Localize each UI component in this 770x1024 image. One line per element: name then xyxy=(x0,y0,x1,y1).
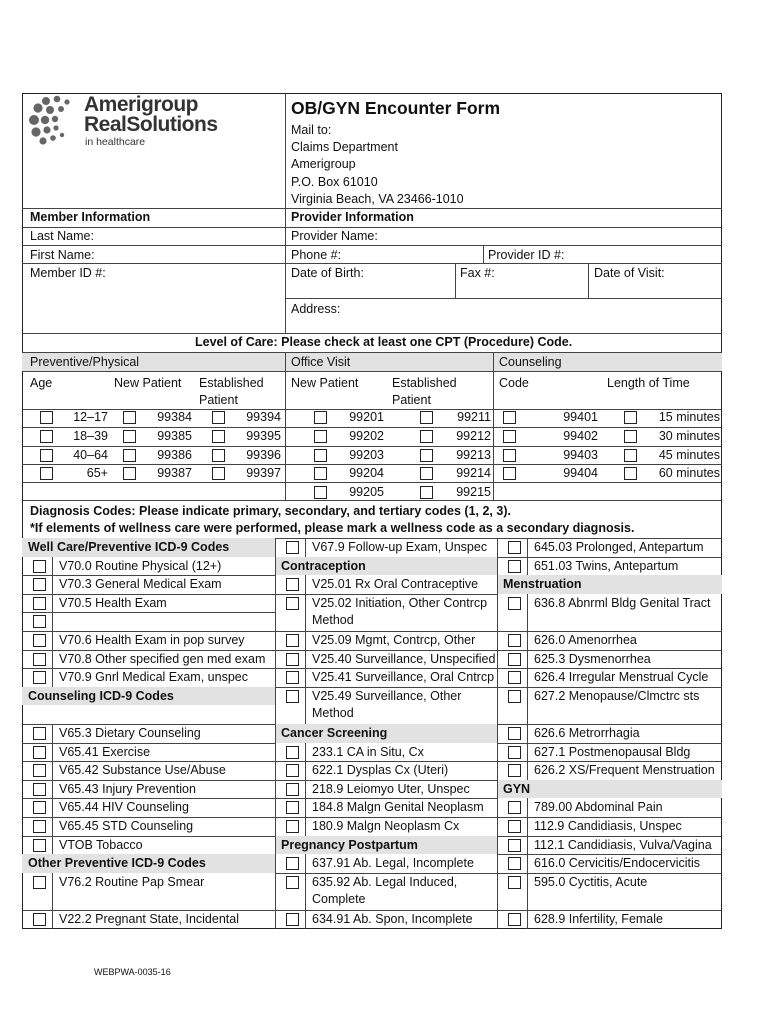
couns-time: 30 minutes xyxy=(658,429,720,443)
cancer-item-label: 218.9 Leiomyo Uter, Unspec xyxy=(312,781,470,796)
prev-est-code: 99395 xyxy=(246,429,281,443)
prev-est-code: 99397 xyxy=(246,466,281,480)
logo-tag: in healthcare xyxy=(85,136,146,148)
office-visit-header: Office Visit xyxy=(291,355,351,369)
gyn-item-label: 789.00 Abdominal Pain xyxy=(534,800,663,815)
couns-item-checkbox[interactable] xyxy=(33,783,46,796)
prev-new-code: 99386 xyxy=(157,448,192,462)
office-est-code: 99214 xyxy=(456,466,491,480)
gyn-item-label: 112.1 Candidiasis, Vulva/Vagina xyxy=(534,837,712,852)
office-new-code: 99203 xyxy=(349,448,384,462)
mail-line-2: Amerigroup xyxy=(291,157,356,171)
couns-code-header: Code xyxy=(499,376,529,390)
contra-item-label: V25.09 Mgmt, Contrcp, Other xyxy=(312,633,476,647)
office-patient-header: Patient xyxy=(392,393,431,407)
preg-item-label-cont: Complete xyxy=(312,892,366,907)
office-est-code: 99215 xyxy=(456,485,491,499)
mens-item-label: 627.1 Postmenopausal Bldg xyxy=(534,744,691,759)
office-est-code: 99211 xyxy=(457,410,491,424)
counseling-header: Counseling xyxy=(499,355,562,369)
other-item-label: V22.2 Pregnant State, Incidental xyxy=(59,912,239,926)
mens-item-label: 625.3 Dysmenorrhea xyxy=(534,651,651,666)
phone-label: Phone #: xyxy=(291,248,342,262)
couns-code-checkbox[interactable] xyxy=(503,430,516,443)
contra-item-label-cont: Method xyxy=(312,706,354,721)
mens-item-checkbox[interactable] xyxy=(508,597,521,610)
couns-item-checkbox[interactable] xyxy=(33,839,46,852)
couns-item-checkbox[interactable] xyxy=(33,727,46,740)
mail-line-3: P.O. Box 61010 xyxy=(291,175,378,189)
logo-line2: RealSolutions xyxy=(84,113,218,136)
well-item-label: V70.8 Other specified gen med exam xyxy=(59,651,266,666)
form-id-footer: WEBPWA-0035-16 xyxy=(94,967,171,977)
first-name-label: First Name: xyxy=(30,248,95,262)
office-new-code: 99201 xyxy=(349,410,384,424)
cancer-item-label: 180.9 Malgn Neoplasm Cx xyxy=(312,819,460,833)
preg-item-label: 634.91 Ab. Spon, Incomplete xyxy=(312,912,473,926)
other-preventive-header: Other Preventive ICD-9 Codes xyxy=(28,856,206,871)
wellness-instruction: *If elements of wellness care were performed, please mark a wellness code as a secondary diagnosis. xyxy=(30,521,635,535)
couns-item-label: V65.3 Dietary Counseling xyxy=(59,726,201,740)
couns-item-label: V65.42 Substance Use/Abuse xyxy=(59,763,226,778)
gyn-item-checkbox[interactable] xyxy=(508,839,521,852)
gyn-item-checkbox[interactable] xyxy=(508,820,521,833)
gyn-item-checkbox[interactable] xyxy=(508,801,521,814)
preg-item-label: 637.91 Ab. Legal, Incomplete xyxy=(312,856,474,871)
gyn-item-label: 628.9 Infertility, Female xyxy=(534,912,663,926)
cancer-screening-header: Cancer Screening xyxy=(281,726,388,740)
preventive-header: Preventive/Physical xyxy=(30,355,140,369)
well-item-label: V70.5 Health Exam xyxy=(59,595,167,610)
couns-item-label: V65.44 HIV Counseling xyxy=(59,800,189,815)
couns-item-label: V65.41 Exercise xyxy=(59,744,151,759)
ante-item-checkbox[interactable] xyxy=(508,560,521,573)
gyn-header: GYN xyxy=(503,781,531,796)
prev-new-patient-header: New Patient xyxy=(114,376,182,390)
mens-item-checkbox[interactable] xyxy=(508,764,521,777)
mail-line-1: Claims Department xyxy=(291,140,398,154)
couns-code: 99401 xyxy=(563,410,598,424)
prev-est-code: 99396 xyxy=(246,448,281,462)
contra-item-checkbox[interactable] xyxy=(286,653,299,666)
couns-time-checkbox[interactable] xyxy=(624,449,637,462)
cancer-item-checkbox[interactable] xyxy=(286,783,299,796)
office-new-code: 99204 xyxy=(349,466,384,480)
couns-item-checkbox[interactable] xyxy=(33,764,46,777)
contra-item-label: V25.49 Surveillance, Other xyxy=(312,688,462,703)
age-value: 65+ xyxy=(86,466,108,480)
cancer-item-checkbox[interactable] xyxy=(286,801,299,814)
office-new-code: 99202 xyxy=(349,429,384,443)
couns-time-checkbox[interactable] xyxy=(624,411,637,424)
well-item-label: V70.6 Health Exam in pop survey xyxy=(59,633,245,647)
counseling-icd-header: Counseling ICD-9 Codes xyxy=(28,688,174,703)
couns-time-checkbox[interactable] xyxy=(624,467,637,480)
cancer-item-label: 622.1 Dysplas Cx (Uteri) xyxy=(312,763,449,778)
contra-item-checkbox[interactable] xyxy=(286,597,299,610)
ante-item-label: 651.03 Twins, Antepartum xyxy=(534,558,679,573)
couns-time: 15 minutes xyxy=(658,410,720,424)
contra-item-label: V25.40 Surveillance, Unspecified xyxy=(312,651,496,666)
mens-item-label: 626.2 XS/Frequent Menstruation xyxy=(534,763,715,778)
prev-patient-header: Patient xyxy=(199,393,238,407)
preg-item-checkbox[interactable] xyxy=(286,876,299,889)
provider-heading: Provider Information xyxy=(291,210,414,224)
couns-item-label: V65.43 Injury Prevention xyxy=(59,781,196,796)
other-item-checkbox[interactable] xyxy=(33,876,46,889)
date-of-visit-label: Date of Visit: xyxy=(594,266,665,280)
office-est-code: 99213 xyxy=(456,448,491,462)
couns-code-checkbox[interactable] xyxy=(503,449,516,462)
couns-code-checkbox[interactable] xyxy=(503,467,516,480)
contraception-header: Contraception xyxy=(281,558,366,573)
mail-line-0: Mail to: xyxy=(291,123,332,137)
prev-new-code: 99385 xyxy=(157,429,192,443)
contra-item-label-cont: Method xyxy=(312,613,354,628)
contra-item-label: V25.01 Rx Oral Contraceptive xyxy=(312,577,479,592)
logo-line1: Amerigroup xyxy=(84,93,199,116)
mens-item-checkbox[interactable] xyxy=(508,634,521,647)
contra-item-label: V25.41 Surveillance, Oral Cntrcp xyxy=(312,670,495,685)
well-care-header: Well Care/Preventive ICD-9 Codes xyxy=(28,540,230,554)
ante-item-checkbox[interactable] xyxy=(508,541,521,554)
age-value: 12–17 xyxy=(73,410,108,424)
cancer-item-checkbox[interactable] xyxy=(286,764,299,777)
gyn-item-checkbox[interactable] xyxy=(508,913,521,926)
couns-item-label: V65.45 STD Counseling xyxy=(59,819,194,833)
prev-est-code: 99394 xyxy=(246,410,281,424)
prev-new-code: 99384 xyxy=(157,410,192,424)
well-item-checkbox[interactable] xyxy=(33,653,46,666)
office-new-patient-header: New Patient xyxy=(291,376,359,390)
cancer-item-checkbox[interactable] xyxy=(286,820,299,833)
age-value: 18–39 xyxy=(73,429,108,443)
couns-item-checkbox[interactable] xyxy=(33,820,46,833)
gyn-item-checkbox[interactable] xyxy=(508,857,521,870)
contra-item-label: V25.02 Initiation, Other Contrcp xyxy=(312,595,488,610)
couns-code: 99402 xyxy=(563,429,598,443)
couns-time: 60 minutes xyxy=(658,466,720,480)
level-of-care-instruction: Level of Care: Please check at least one CPT (Procedure) Code. xyxy=(195,335,573,349)
office-new-code: 99205 xyxy=(349,485,384,499)
well-item-label: V70.9 Gnrl Medical Exam, unspec xyxy=(59,670,248,685)
form-title: OB/GYN Encounter Form xyxy=(291,98,501,118)
other-item-checkbox[interactable] xyxy=(33,913,46,926)
gyn-item-label: 616.0 Cervicitis/Endocervicitis xyxy=(534,856,701,871)
couns-code-checkbox[interactable] xyxy=(503,411,516,424)
mens-item-checkbox[interactable] xyxy=(508,727,521,740)
other-item-label: V76.2 Routine Pap Smear xyxy=(59,874,205,889)
office-established-header: Established xyxy=(392,376,457,390)
prev-established-header: Established xyxy=(199,376,264,390)
mens-item-label: 636.8 Abnrml Bldg Genital Tract xyxy=(534,595,711,610)
cancer-item-label: 233.1 CA in Situ, Cx xyxy=(312,744,424,759)
provider-name-label: Provider Name: xyxy=(291,229,378,243)
couns-item-checkbox[interactable] xyxy=(33,746,46,759)
well-item-label: V70.3 General Medical Exam xyxy=(59,577,222,592)
well-item-checkbox[interactable] xyxy=(33,634,46,647)
last-name-label: Last Name: xyxy=(30,229,94,243)
mail-line-4: Virginia Beach, VA 23466-1010 xyxy=(291,192,464,206)
contra-item-checkbox[interactable] xyxy=(286,690,299,703)
mens-item-checkbox[interactable] xyxy=(508,671,521,684)
cancer-item-checkbox[interactable] xyxy=(286,746,299,759)
preg-item-checkbox[interactable] xyxy=(286,857,299,870)
length-of-time-header: Length of Time xyxy=(607,376,690,390)
contra-item-checkbox[interactable] xyxy=(286,634,299,647)
diagnosis-instruction: Diagnosis Codes: Please indicate primary, secondary, and tertiary codes (1, 2, 3). xyxy=(30,504,511,518)
mens-item-checkbox[interactable] xyxy=(508,690,521,703)
couns-code: 99403 xyxy=(563,448,598,462)
office-est-code: 99212 xyxy=(456,429,491,443)
well-item-label: V70.0 Routine Physical (12+) xyxy=(59,558,222,573)
age-value: 40–64 xyxy=(73,448,108,462)
prev-new-code: 99387 xyxy=(157,466,192,480)
followup-item-checkbox[interactable] xyxy=(286,541,299,554)
mens-item-label: 627.2 Menopause/Clmctrc sts xyxy=(534,688,700,703)
couns-code: 99404 xyxy=(563,466,598,480)
well-item-checkbox[interactable] xyxy=(33,671,46,684)
preg-item-checkbox[interactable] xyxy=(286,913,299,926)
followup-item-label: V67.9 Follow-up Exam, Unspec xyxy=(312,540,488,554)
well-item-checkbox[interactable] xyxy=(33,615,46,628)
pregnancy-header: Pregnancy Postpartum xyxy=(281,837,418,852)
member-id-label: Member ID #: xyxy=(30,266,106,280)
mens-item-label: 626.0 Amenorrhea xyxy=(534,633,637,647)
mens-item-checkbox[interactable] xyxy=(508,746,521,759)
mens-item-checkbox[interactable] xyxy=(508,653,521,666)
contra-item-checkbox[interactable] xyxy=(286,671,299,684)
couns-item-label: VTOB Tobacco xyxy=(59,837,143,852)
menstruation-header: Menstruation xyxy=(503,577,582,592)
gyn-item-label: 112.9 Candidiasis, Unspec xyxy=(534,819,682,833)
mens-item-label: 626.4 Irregular Menstrual Cycle xyxy=(534,670,709,685)
couns-time: 45 minutes xyxy=(658,448,720,462)
couns-item-checkbox[interactable] xyxy=(33,801,46,814)
member-heading: Member Information xyxy=(30,210,151,224)
contra-item-checkbox[interactable] xyxy=(286,578,299,591)
dob-label: Date of Birth: xyxy=(291,266,364,280)
well-item-checkbox[interactable] xyxy=(33,578,46,591)
address-label: Address: xyxy=(291,302,341,316)
mens-item-label: 626.6 Metrorrhagia xyxy=(534,726,640,740)
preg-item-label: 635.92 Ab. Legal Induced, xyxy=(312,874,458,889)
gyn-item-label: 595.0 Cyctitis, Acute xyxy=(534,874,648,889)
well-item-checkbox[interactable] xyxy=(33,560,46,573)
age-col-header: Age xyxy=(30,376,53,390)
gyn-item-checkbox[interactable] xyxy=(508,876,521,889)
cancer-item-label: 184.8 Malgn Genital Neoplasm xyxy=(312,800,484,815)
couns-time-checkbox[interactable] xyxy=(624,430,637,443)
ante-item-label: 645.03 Prolonged, Antepartum xyxy=(534,540,704,554)
provider-id-label: Provider ID #: xyxy=(488,248,565,262)
fax-label: Fax #: xyxy=(460,266,495,280)
well-item-checkbox[interactable] xyxy=(33,597,46,610)
